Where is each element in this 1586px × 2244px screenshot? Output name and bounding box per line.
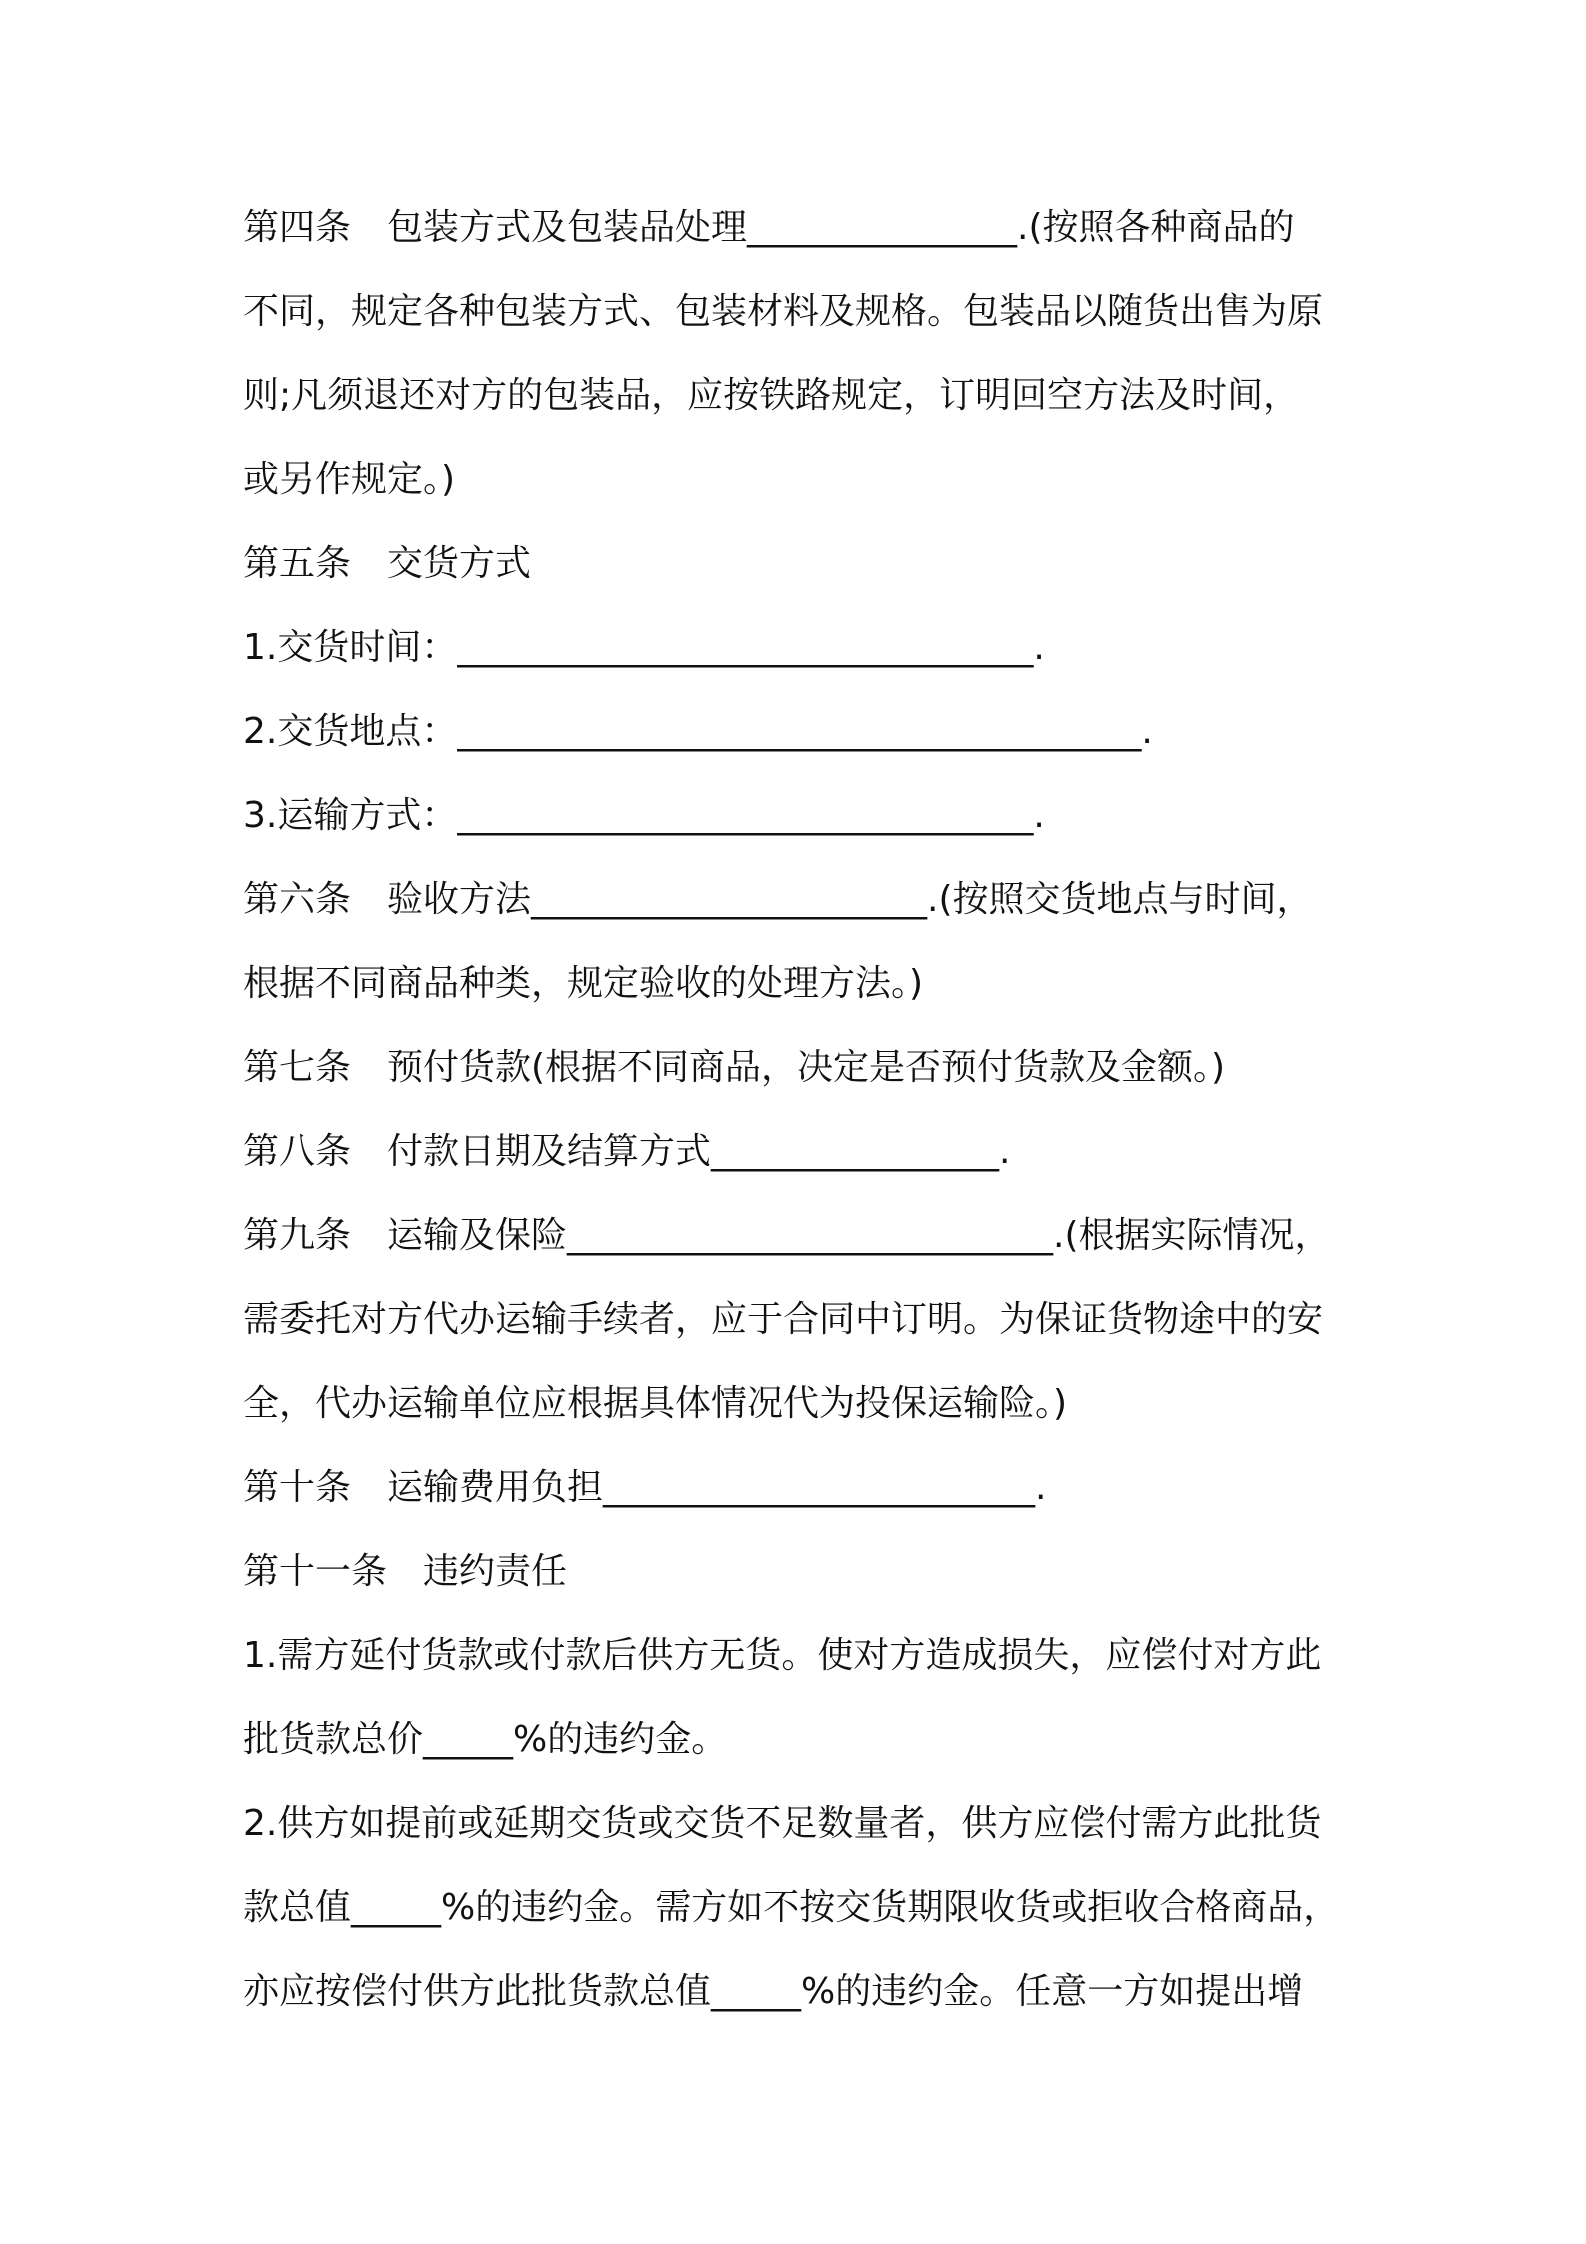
text-line: 1.交货时间：________________________________. [243, 627, 1045, 668]
contract-text [243, 202, 1353, 2050]
article-heading: 第五条 交货方式 [243, 543, 532, 584]
text-line: 根据不同商品种类，规定验收的处理方法。) [243, 963, 924, 1004]
text-line: 第七条 预付货款(根据不同商品，决定是否预付货款及金额。) [243, 1047, 1226, 1088]
text-line: 全，代办运输单位应根据具体情况代为投保运输险。) [243, 1383, 1068, 1424]
text-line: 款总值_____%的违约金。需方如不按交货期限收货或拒收合格商品， [243, 1887, 1340, 1928]
text-line: 则;凡须退还对方的包装品，应按铁路规定，订明回空方法及时间， [243, 375, 1300, 416]
text-line: 第九条 运输及保险___________________________.(根据实际情况， [243, 1215, 1331, 1256]
text-line: 2.供方如提前或延期交货或交货不足数量者，供方应偿付需方此批货 [243, 1803, 1322, 1844]
text-line: 不同，规定各种包装方式、包装材料及规格。包装品以随货出售为原 [243, 291, 1324, 332]
text-line: 需委托对方代办运输手续者，应于合同中订明。为保证货物途中的安 [243, 1299, 1324, 1340]
text-line: 或另作规定。) [243, 459, 456, 500]
text-line: 第四条 包装方式及包装品处理_______________.(按照各种商品的 [243, 207, 1295, 248]
text-line: 亦应按偿付供方此批货款总值_____%的违约金。任意一方如提出增 [243, 1971, 1304, 2012]
text-line: 3.运输方式：________________________________. [243, 795, 1045, 836]
article-heading: 第十一条 违约责任 [243, 1551, 568, 1592]
text-line: 第十条 运输费用负担________________________. [243, 1467, 1047, 1508]
text-line: 1.需方延付货款或付款后供方无货。使对方造成损失，应偿付对方此 [243, 1635, 1322, 1676]
text-line: 批货款总价_____%的违约金。 [243, 1719, 728, 1760]
text-line: 第八条 付款日期及结算方式________________. [243, 1131, 1011, 1172]
text-line: 第六条 验收方法______________________.(按照交货地点与时间， [243, 879, 1313, 920]
text-line: 2.交货地点：______________________________________. [243, 711, 1153, 752]
